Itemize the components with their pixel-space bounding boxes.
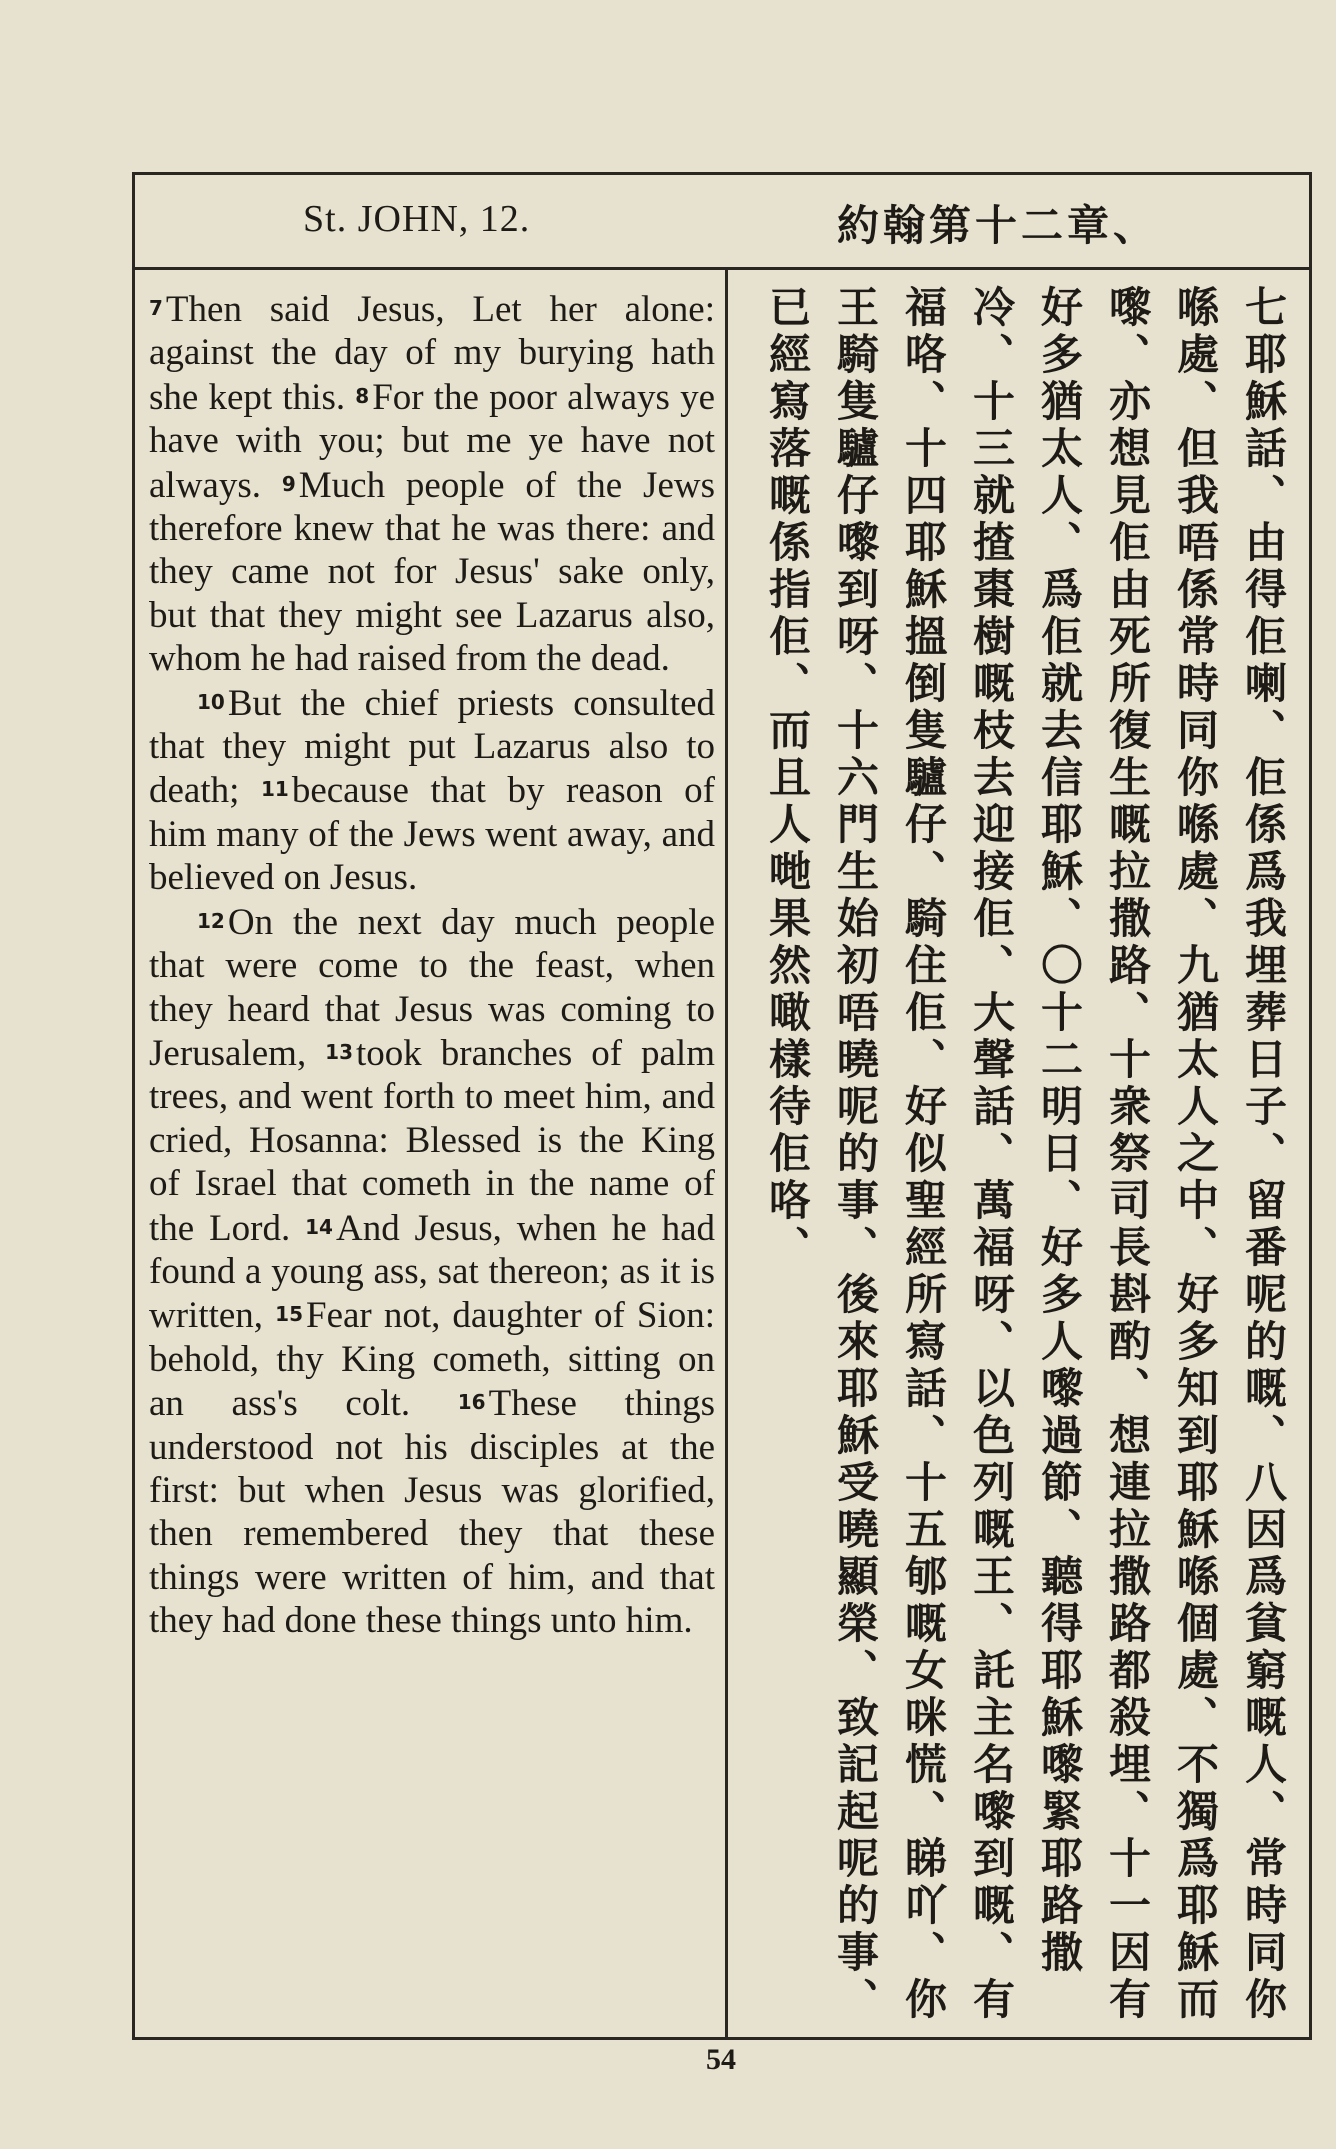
verse-text: For the poor always ye have with you; but me ye have not always.: [149, 376, 716, 506]
verse-text: And Jesus, when he had found a young ass, sat thereon; as it is written,: [149, 1207, 716, 1337]
verse-number: 14: [305, 1214, 333, 1239]
verse-number: 8: [355, 383, 370, 408]
verse-text: Much people of the Jews therefore knew that he was there: and they came not for Jesus' sake only, but that they might see Lazarus also, whom he had raised from the dead.: [149, 464, 716, 680]
english-paragraph: [149, 287, 715, 681]
verse-number: 9: [281, 471, 296, 496]
english-column: [149, 287, 715, 1643]
verse-text: But the chief priests consulted that they might put Lazarus also to death;: [149, 682, 715, 812]
verse-number: 7: [149, 296, 163, 320]
page-number: 54: [706, 2043, 736, 2076]
verse-text: These things understood not his disciples at the first: but when Jesus was glorified, then remembered they that these things were written of him, and that they had done these things unto him.: [149, 1383, 715, 1642]
english-chapter-title: St. JOHN, 12.: [303, 198, 531, 240]
verse-number: 15: [275, 1302, 303, 1327]
english-paragraph: [149, 681, 715, 900]
verse-text: Then said Jesus, Let her alone: against the day of my burying hath she kept this.: [149, 289, 715, 418]
column-divider: [725, 270, 728, 2037]
verse-number: 10: [197, 689, 225, 714]
chinese-column: 七耶穌話、由得佢喇、佢係爲我埋葬日子、留番呢的嘅、八因爲貧窮嘅人、常時同你喺處、但我唔係常時同你喺處、九猶太人之中、好多知到耶穌喺個處、不獨爲耶穌而嚟、亦想見佢由死所復生嘅拉撒路、十衆祭司長斟酌、想連拉撒路都殺埋、十一因有好多猶太人、爲佢就去信耶穌、〇十二明日、好多人嚟過節、聽得耶穌嚟緊耶路撒冷、十三就揸棗樹嘅枝去迎接佢、大聲話、萬福呀、以色列嘅王、託主名嚟到嘅、有福咯、十四耶穌搵倒隻驢仔、騎住佢、好似聖經所寫話、十五郇嘅女咪慌、睇吖、你王騎隻驢仔嚟到呀、十六門生始初唔曉呢的事、後來耶穌受曉顯榮、致記起呢的事、已經寫落嘅係指佢、而且人哋果然噉樣待佢咯、: [763, 285, 1288, 2024]
verse-number: 13: [325, 1039, 354, 1064]
verse-number: 12: [197, 908, 225, 933]
verse-text: On the next day much people that were come to the feast, when they heard that Jesus was coming to Jerusalem,: [149, 901, 715, 1074]
page-header: [135, 175, 1309, 270]
verse-text: because that by reason of him many of the Jews went away, and believed on Jesus.: [149, 770, 715, 899]
english-paragraph: [149, 900, 715, 1643]
verse-text: took branches of palm trees, and went forth to meet him, and cried, Hosanna: Blessed is the King of Israel that cometh in the name of the Lord.: [149, 1032, 715, 1249]
chinese-chapter-title: 約翰第十二章、: [836, 201, 1159, 250]
page-frame: [132, 172, 1312, 2040]
verse-number: 11: [260, 777, 289, 802]
verse-number: 16: [457, 1390, 486, 1415]
verse-text: Fear not, daughter of Sion: behold, thy King cometh, sitting on an ass's colt.: [149, 1295, 716, 1425]
